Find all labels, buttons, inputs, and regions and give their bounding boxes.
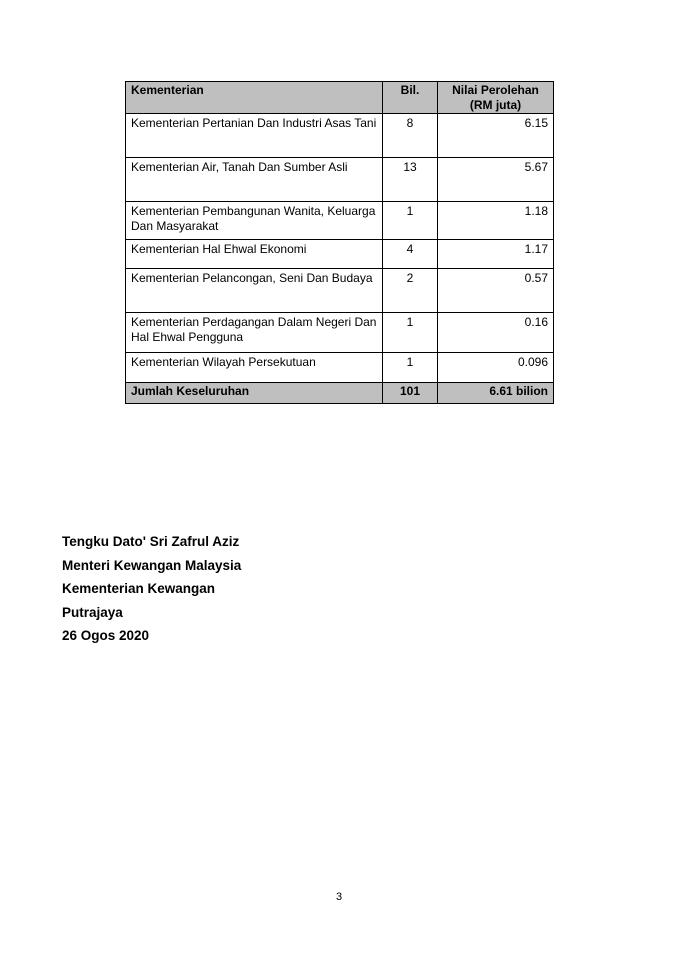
cell-count: 8 (383, 114, 438, 158)
cell-value: 5.67 (438, 158, 554, 202)
cell-count: 1 (383, 313, 438, 353)
table-row (126, 158, 554, 202)
table-header-row (126, 82, 554, 114)
signature-date: 26 Ogos 2020 (62, 628, 150, 643)
cell-value: 6.15 (438, 114, 554, 158)
cell-value: 0.16 (438, 313, 554, 353)
cell-count: 1 (383, 353, 438, 383)
total-label: Jumlah Keseluruhan (126, 383, 383, 404)
header-value-line2: (RM juta) (469, 98, 522, 112)
table-row (126, 202, 554, 240)
cell-count: 13 (383, 158, 438, 202)
header-value (438, 82, 554, 114)
cell-ministry: Kementerian Pelancongan, Seni Dan Budaya (126, 269, 383, 313)
table-row (126, 353, 554, 383)
cell-count: 4 (383, 240, 438, 269)
total-value: 6.61 bilion (438, 383, 554, 404)
cell-ministry: Kementerian Hal Ehwal Ekonomi (126, 240, 383, 269)
table-row (126, 313, 554, 353)
cell-value: 1.17 (438, 240, 554, 269)
cell-ministry: Kementerian Pembangunan Wanita, Keluarga Dan Masyarakat (126, 202, 383, 240)
cell-ministry: Kementerian Perdagangan Dalam Negeri Dan Hal Ehwal Pengguna (126, 313, 383, 353)
total-count: 101 (383, 383, 438, 404)
cell-ministry: Kementerian Wilayah Persekutuan (126, 353, 383, 383)
procurement-table (125, 81, 554, 404)
table-row (126, 269, 554, 313)
cell-value: 0.57 (438, 269, 554, 313)
signatory-place: Putrajaya (62, 604, 123, 620)
header-count: Bil. (383, 82, 438, 114)
cell-value: 1.18 (438, 202, 554, 240)
table-total-row (126, 383, 554, 404)
signatory-name: Tengku Dato' Sri Zafrul Aziz (62, 534, 240, 549)
header-ministry: Kementerian (126, 82, 383, 114)
cell-value: 0.096 (438, 353, 554, 383)
table-row (126, 240, 554, 269)
page-number: 3 (335, 891, 343, 903)
cell-ministry: Kementerian Pertanian Dan Industri Asas Tani (126, 114, 383, 158)
signatory-office: Kementerian Kewangan (62, 581, 216, 596)
signatory-title: Menteri Kewangan Malaysia (62, 557, 242, 573)
signature-block (62, 533, 241, 651)
cell-count: 1 (383, 202, 438, 240)
cell-count: 2 (383, 269, 438, 313)
cell-ministry: Kementerian Air, Tanah Dan Sumber Asli (126, 158, 383, 202)
header-value-line1: Nilai Perolehan (452, 83, 539, 97)
table-row (126, 114, 554, 158)
